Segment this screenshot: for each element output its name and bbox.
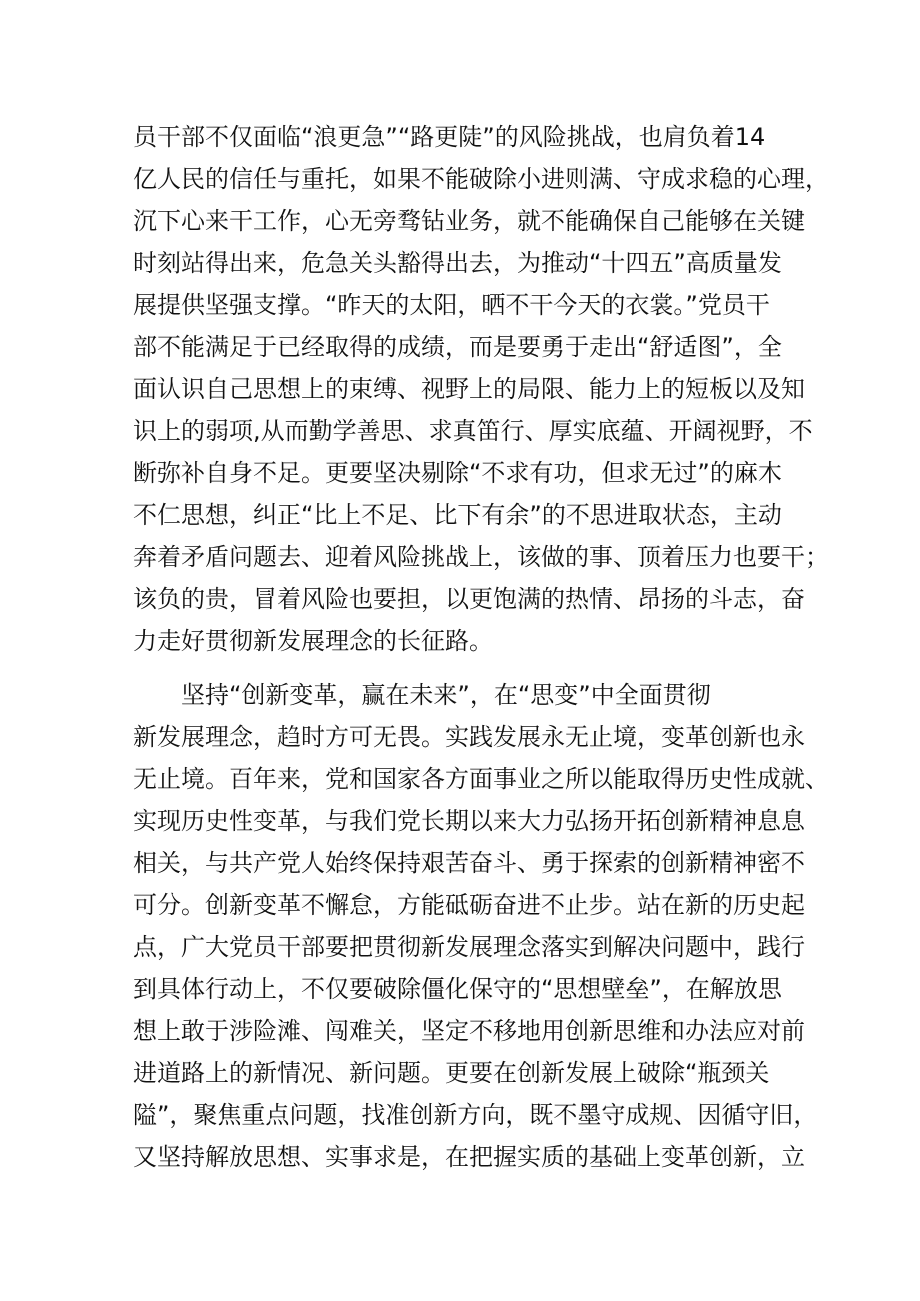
text-line: 不仁思想，纠正“比上不足、比下有余”的不思进取状态，主动 — [133, 501, 782, 529]
text-line: 又坚持解放思想、实事求是，在把握实质的基础上变革创新，立 — [133, 1143, 805, 1171]
text-line: 相关，与共产党人始终保持艰苦奋斗、勇于探索的创新精神密不 — [133, 849, 805, 877]
text-line: 想上敢于涉险滩、闯难关，坚定不移地用创新思维和办法应对前 — [133, 1017, 805, 1045]
text-line: 可分。创新变革不懈怠，方能砥砺奋进不止步。站在新的历史起 — [133, 891, 805, 919]
text-line: 无止境。百年来，党和国家各方面事业之所以能取得历史性成就、 — [133, 765, 829, 793]
text-line: 沉下心来干工作，心无旁骛钻业务，就不能确保自己能够在关键 — [133, 207, 805, 235]
paragraph-1 — [133, 116, 829, 662]
text-line: 员干部不仅面临“浪更急”“路更陡”的风险挑战，也肩负着14 — [133, 123, 766, 151]
text-line: 坚持“创新变革，赢在未来”，在“思变”中全面贯彻 — [181, 681, 711, 709]
text-line: 面认识自己思想上的束缚、视野上的局限、能力上的短板以及知 — [133, 375, 805, 403]
text-line: 奔着矛盾问题去、迎着风险挑战上，该做的事、顶着压力也要干； — [133, 543, 829, 571]
text-line: 断弥补自身不足。更要坚决剔除“不求有功，但求无过”的麻木 — [133, 459, 782, 487]
text-line: 隘”，聚焦重点问题，找准创新方向，既不墨守成规、因循守旧， — [133, 1101, 818, 1129]
text-line: 力走好贯彻新发展理念的长征路。 — [133, 627, 493, 655]
text-line: 亿人民的信任与重托，如果不能破除小进则满、守成求稳的心理， — [133, 165, 829, 193]
text-line: 识上的弱项,从而勤学善思、求真笛行、厚实底蕴、开阔视野，不 — [133, 417, 813, 445]
text-line: 到具体行动上，不仅要破除僵化保守的“思想壁垒”，在解放思 — [133, 975, 782, 1003]
text-line: 展提供坚强支撑。“昨天的太阳，晒不干今天的衣裳。”党员干 — [133, 291, 770, 319]
text-line: 部不能满足于已经取得的成绩，而是要勇于走出“舒适图”，全 — [133, 333, 782, 361]
text-line: 实现历史性变革，与我们党长期以来大力弘扬开拓创新精神息息 — [133, 807, 805, 835]
text-line: 进道路上的新情况、新问题。更要在创新发展上破除“瓶颈关 — [133, 1059, 770, 1087]
text-line: 该负的贵，冒着风险也要担，以更饱满的热情、昂扬的斗志，奋 — [133, 585, 805, 613]
text-line: 新发展理念，趋时方可无畏。实践发展永无止境，变革创新也永 — [133, 723, 805, 751]
text-line: 点，广大党员干部要把贯彻新发展理念落实到解决问题中，践行 — [133, 933, 805, 961]
text-line: 时刻站得出来，危急关头豁得出去，为推动“十四五”高质量发 — [133, 249, 782, 277]
paragraph-2 — [133, 674, 829, 1178]
